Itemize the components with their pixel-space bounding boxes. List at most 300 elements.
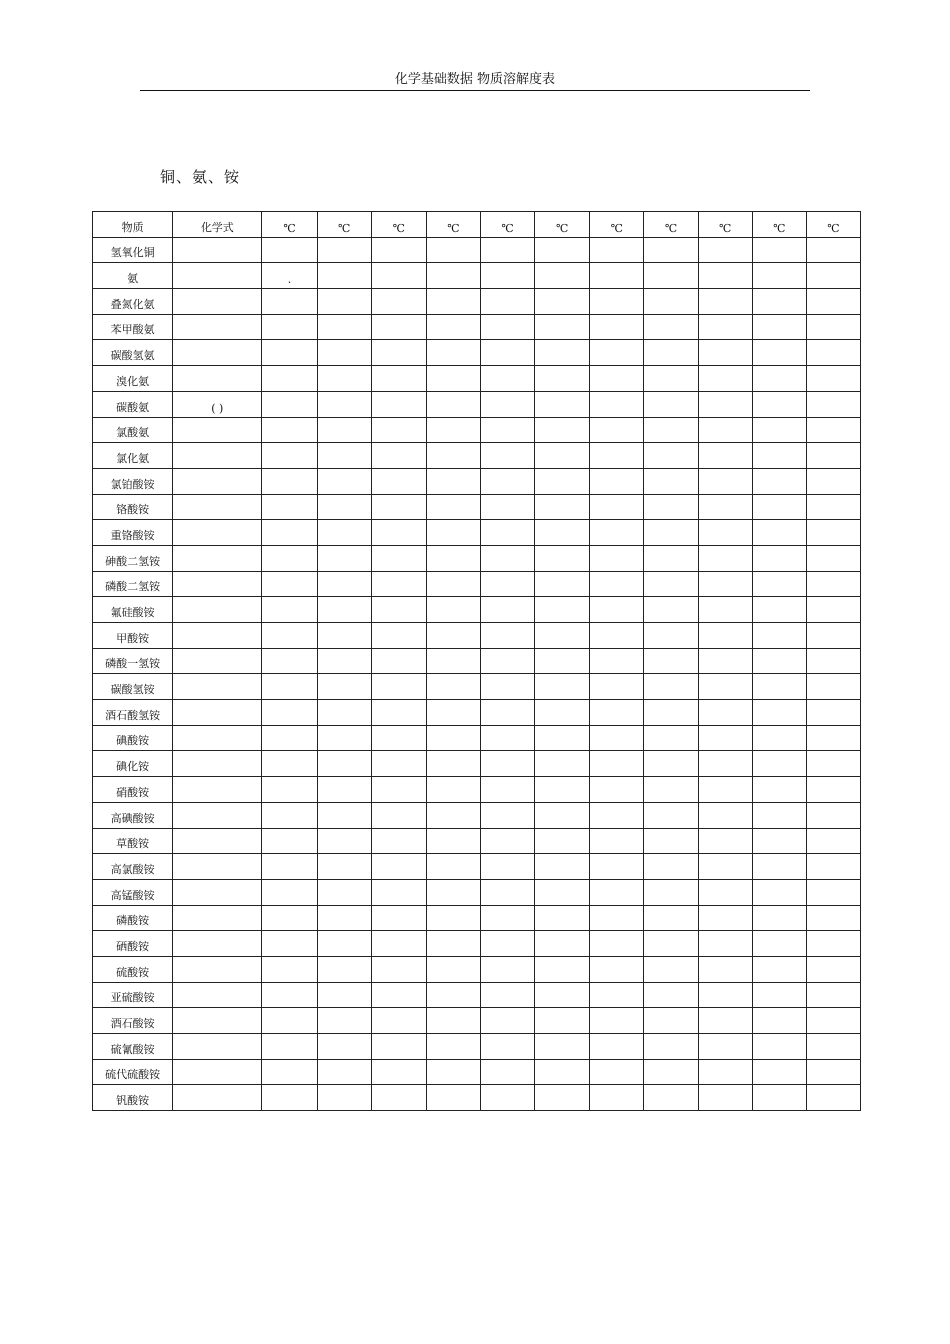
formula-cell: [173, 956, 262, 982]
substance-cell: 亚硫酸铵: [93, 982, 173, 1008]
column-header-formula: 化学式: [173, 212, 262, 238]
solubility-cell: [426, 494, 480, 520]
solubility-cell: [752, 751, 806, 777]
solubility-cell: [317, 494, 371, 520]
solubility-cell: [698, 751, 752, 777]
solubility-cell: [480, 237, 534, 263]
solubility-cell: [752, 674, 806, 700]
solubility-cell: [480, 802, 534, 828]
substance-cell: 碘化铵: [93, 751, 173, 777]
solubility-cell: [590, 982, 644, 1008]
solubility-cell: [371, 597, 426, 623]
solubility-cell: [644, 545, 698, 571]
solubility-cell: [590, 571, 644, 597]
substance-cell: 氢氧化铜: [93, 237, 173, 263]
solubility-cell: [480, 1008, 534, 1034]
solubility-cell: [262, 802, 317, 828]
solubility-cell: [590, 1034, 644, 1060]
substance-cell: 硒酸铵: [93, 931, 173, 957]
solubility-cell: [317, 777, 371, 803]
solubility-cell: [752, 366, 806, 392]
solubility-cell: [698, 931, 752, 957]
solubility-cell: [806, 597, 860, 623]
solubility-cell: [371, 545, 426, 571]
solubility-cell: [480, 700, 534, 726]
solubility-cell: [317, 571, 371, 597]
substance-cell: 碳酸氢铵: [93, 674, 173, 700]
solubility-cell: [426, 237, 480, 263]
formula-cell: [173, 777, 262, 803]
solubility-cell: [371, 314, 426, 340]
solubility-cell: [752, 956, 806, 982]
solubility-cell: [590, 828, 644, 854]
solubility-cell: [698, 494, 752, 520]
solubility-cell: [806, 828, 860, 854]
solubility-cell: [698, 700, 752, 726]
solubility-cell: [590, 289, 644, 315]
solubility-cell: [480, 340, 534, 366]
substance-cell: 硫代硫酸铵: [93, 1059, 173, 1085]
solubility-cell: [644, 1034, 698, 1060]
table-body: [93, 237, 861, 1110]
solubility-cell: [262, 443, 317, 469]
solubility-cell: [698, 725, 752, 751]
solubility-cell: [371, 931, 426, 957]
solubility-cell: [644, 905, 698, 931]
solubility-cell: [698, 879, 752, 905]
solubility-cell: [590, 494, 644, 520]
substance-cell: 高碘酸铵: [93, 802, 173, 828]
solubility-cell: [535, 571, 590, 597]
formula-cell: [173, 314, 262, 340]
solubility-cell: [752, 571, 806, 597]
solubility-cell: [262, 751, 317, 777]
solubility-cell: [317, 828, 371, 854]
solubility-cell: [752, 263, 806, 289]
solubility-cell: [644, 828, 698, 854]
solubility-cell: [480, 931, 534, 957]
formula-cell: [173, 1059, 262, 1085]
solubility-cell: [752, 648, 806, 674]
solubility-cell: [426, 1085, 480, 1111]
solubility-cell: [590, 1059, 644, 1085]
substance-cell: 氯铂酸铵: [93, 468, 173, 494]
solubility-cell: [590, 391, 644, 417]
solubility-cell: [698, 1059, 752, 1085]
solubility-cell: [752, 520, 806, 546]
solubility-cell: [644, 674, 698, 700]
table-row: [93, 597, 861, 623]
solubility-cell: [698, 545, 752, 571]
solubility-cell: [644, 623, 698, 649]
table-row: [93, 777, 861, 803]
solubility-cell: [317, 366, 371, 392]
solubility-cell: [698, 648, 752, 674]
solubility-cell: [426, 751, 480, 777]
solubility-cell: [644, 237, 698, 263]
solubility-cell: [698, 314, 752, 340]
solubility-cell: [480, 366, 534, 392]
solubility-cell: [371, 725, 426, 751]
substance-cell: 铬酸铵: [93, 494, 173, 520]
solubility-cell: [806, 520, 860, 546]
formula-cell: [173, 417, 262, 443]
solubility-cell: [644, 982, 698, 1008]
solubility-cell: [480, 879, 534, 905]
solubility-cell: [806, 443, 860, 469]
solubility-cell: [262, 340, 317, 366]
solubility-cell: [371, 879, 426, 905]
table-row: [93, 314, 861, 340]
solubility-cell: [262, 571, 317, 597]
solubility-cell: [426, 854, 480, 880]
solubility-cell: [262, 520, 317, 546]
column-header-temperature: ℃: [317, 212, 371, 238]
solubility-cell: [371, 700, 426, 726]
table-row: [93, 956, 861, 982]
solubility-cell: [590, 263, 644, 289]
solubility-cell: [262, 1059, 317, 1085]
solubility-cell: [426, 545, 480, 571]
solubility-cell: [317, 1008, 371, 1034]
solubility-cell: [644, 366, 698, 392]
solubility-cell: [752, 1085, 806, 1111]
solubility-cell: [535, 289, 590, 315]
solubility-cell: [698, 366, 752, 392]
solubility-cell: [590, 597, 644, 623]
solubility-cell: [644, 340, 698, 366]
solubility-cell: [590, 905, 644, 931]
solubility-cell: [644, 648, 698, 674]
solubility-cell: [752, 802, 806, 828]
solubility-cell: [262, 828, 317, 854]
solubility-cell: [371, 417, 426, 443]
solubility-cell: [371, 494, 426, 520]
solubility-cell: [806, 700, 860, 726]
solubility-cell: [535, 391, 590, 417]
solubility-cell: [480, 623, 534, 649]
substance-cell: 氯酸氨: [93, 417, 173, 443]
solubility-cell: [590, 237, 644, 263]
solubility-cell: [752, 314, 806, 340]
solubility-cell: [590, 777, 644, 803]
page-header: [140, 70, 810, 91]
column-header-temperature: ℃: [590, 212, 644, 238]
formula-cell: [173, 494, 262, 520]
solubility-cell: [698, 802, 752, 828]
solubility-cell: [698, 777, 752, 803]
solubility-cell: [535, 700, 590, 726]
solubility-cell: [590, 520, 644, 546]
solubility-cell: [644, 314, 698, 340]
solubility-cell: [752, 391, 806, 417]
table-row: [93, 623, 861, 649]
formula-cell: [173, 700, 262, 726]
substance-cell: 碳酸氢氨: [93, 340, 173, 366]
solubility-cell: [426, 956, 480, 982]
solubility-cell: [535, 674, 590, 700]
column-header-temperature: ℃: [698, 212, 752, 238]
solubility-cell: [262, 623, 317, 649]
solubility-cell: [752, 443, 806, 469]
formula-cell: [173, 623, 262, 649]
solubility-cell: [590, 417, 644, 443]
solubility-cell: [535, 725, 590, 751]
formula-cell: [173, 237, 262, 263]
solubility-cell: [698, 340, 752, 366]
solubility-cell: [317, 391, 371, 417]
solubility-cell: [535, 648, 590, 674]
solubility-cell: [535, 802, 590, 828]
solubility-cell: [480, 263, 534, 289]
solubility-cell: [426, 879, 480, 905]
solubility-cell: [317, 1034, 371, 1060]
formula-cell: [173, 443, 262, 469]
substance-cell: 磷酸一氢铵: [93, 648, 173, 674]
solubility-cell: [480, 545, 534, 571]
substance-cell: 氟硅酸铵: [93, 597, 173, 623]
solubility-cell: [262, 982, 317, 1008]
solubility-cell: [426, 263, 480, 289]
solubility-cell: [806, 623, 860, 649]
solubility-cell: [590, 1008, 644, 1034]
solubility-cell: [426, 289, 480, 315]
solubility-cell: [698, 1008, 752, 1034]
solubility-cell: [535, 1034, 590, 1060]
solubility-cell: [644, 854, 698, 880]
solubility-cell: [535, 777, 590, 803]
table-row: [93, 648, 861, 674]
table-row: [93, 494, 861, 520]
solubility-cell: [752, 1008, 806, 1034]
formula-cell: [173, 828, 262, 854]
solubility-cell: [480, 571, 534, 597]
solubility-cell: [317, 674, 371, 700]
solubility-cell: [590, 956, 644, 982]
solubility-cell: [371, 751, 426, 777]
solubility-cell: [698, 982, 752, 1008]
solubility-cell: [262, 597, 317, 623]
formula-cell: [173, 366, 262, 392]
solubility-cell: [752, 468, 806, 494]
solubility-cell: [535, 879, 590, 905]
solubility-cell: [371, 828, 426, 854]
solubility-cell: [590, 879, 644, 905]
solubility-cell: [806, 854, 860, 880]
solubility-cell: [262, 468, 317, 494]
solubility-cell: [698, 828, 752, 854]
solubility-cell: [317, 879, 371, 905]
solubility-cell: [698, 674, 752, 700]
table-header-row: [93, 212, 861, 238]
substance-cell: 溴化氨: [93, 366, 173, 392]
substance-cell: 硫酸铵: [93, 956, 173, 982]
solubility-cell: [644, 468, 698, 494]
substance-cell: 高氯酸铵: [93, 854, 173, 880]
solubility-cell: [262, 700, 317, 726]
table-row: [93, 571, 861, 597]
solubility-cell: [535, 905, 590, 931]
solubility-cell: [371, 391, 426, 417]
formula-cell: [173, 597, 262, 623]
solubility-cell: [480, 905, 534, 931]
solubility-cell: [426, 623, 480, 649]
solubility-cell: [806, 982, 860, 1008]
solubility-cell: [535, 597, 590, 623]
solubility-cell: [752, 905, 806, 931]
solubility-cell: [535, 340, 590, 366]
solubility-cell: [262, 237, 317, 263]
solubility-cell: [317, 1059, 371, 1085]
solubility-cell: [317, 417, 371, 443]
substance-cell: 叠氮化氨: [93, 289, 173, 315]
solubility-cell: [590, 700, 644, 726]
solubility-cell: [535, 494, 590, 520]
solubility-cell: [262, 391, 317, 417]
solubility-cell: [426, 1034, 480, 1060]
solubility-cell: [806, 391, 860, 417]
solubility-cell: [317, 263, 371, 289]
solubility-cell: [262, 725, 317, 751]
solubility-cell: [644, 391, 698, 417]
solubility-cell: [644, 263, 698, 289]
solubility-cell: [806, 263, 860, 289]
solubility-cell: [806, 879, 860, 905]
solubility-cell: [806, 956, 860, 982]
solubility-cell: [262, 417, 317, 443]
solubility-cell: [806, 802, 860, 828]
solubility-cell: [262, 905, 317, 931]
solubility-cell: [262, 777, 317, 803]
solubility-cell: [371, 1008, 426, 1034]
solubility-cell: [752, 417, 806, 443]
solubility-cell: [371, 443, 426, 469]
formula-cell: [173, 982, 262, 1008]
solubility-cell: [644, 571, 698, 597]
solubility-cell: [806, 545, 860, 571]
table-row: [93, 520, 861, 546]
solubility-cell: [752, 494, 806, 520]
solubility-cell: [262, 956, 317, 982]
solubility-cell: [317, 520, 371, 546]
solubility-cell: [590, 931, 644, 957]
solubility-cell: [535, 468, 590, 494]
solubility-cell: [317, 340, 371, 366]
section-title: 铜、氨、铵: [160, 168, 241, 186]
solubility-cell: [698, 417, 752, 443]
solubility-cell: [317, 700, 371, 726]
solubility-cell: [426, 1008, 480, 1034]
table-row: [93, 289, 861, 315]
substance-cell: 氨: [93, 263, 173, 289]
table-row: [93, 674, 861, 700]
column-header-temperature: ℃: [535, 212, 590, 238]
solubility-cell: [806, 1034, 860, 1060]
solubility-cell: [480, 751, 534, 777]
solubility-cell: [317, 725, 371, 751]
column-header-temperature: ℃: [806, 212, 860, 238]
solubility-cell: [371, 1059, 426, 1085]
table-row: [93, 443, 861, 469]
solubility-cell: [752, 854, 806, 880]
solubility-cell: [590, 854, 644, 880]
solubility-cell: [371, 956, 426, 982]
solubility-cell: [262, 674, 317, 700]
solubility-cell: [698, 237, 752, 263]
solubility-cell: [317, 956, 371, 982]
solubility-cell: [698, 905, 752, 931]
solubility-cell: [644, 494, 698, 520]
solubility-cell: [806, 1085, 860, 1111]
table-row: [93, 854, 861, 880]
solubility-cell: [535, 828, 590, 854]
table-row: [93, 391, 861, 417]
formula-cell: [173, 905, 262, 931]
solubility-cell: [480, 289, 534, 315]
solubility-cell: [426, 777, 480, 803]
solubility-cell: [644, 289, 698, 315]
solubility-cell: [535, 237, 590, 263]
solubility-cell: [590, 674, 644, 700]
solubility-cell: [644, 802, 698, 828]
solubility-cell: [806, 366, 860, 392]
solubility-cell: [752, 828, 806, 854]
table-row: [93, 1085, 861, 1111]
solubility-cell: [262, 289, 317, 315]
solubility-cell: [426, 366, 480, 392]
solubility-cell: [535, 956, 590, 982]
solubility-cell: [371, 263, 426, 289]
solubility-cell: [371, 468, 426, 494]
solubility-cell: [480, 956, 534, 982]
solubility-cell: [262, 1085, 317, 1111]
solubility-cell: [371, 802, 426, 828]
solubility-cell: [535, 1059, 590, 1085]
solubility-cell: [371, 854, 426, 880]
substance-cell: 酒石酸氢铵: [93, 700, 173, 726]
solubility-cell: [317, 545, 371, 571]
formula-cell: [173, 931, 262, 957]
solubility-cell: [480, 468, 534, 494]
solubility-cell: [535, 751, 590, 777]
substance-cell: 氯化氨: [93, 443, 173, 469]
solubility-cell: [644, 879, 698, 905]
solubility-cell: [262, 1008, 317, 1034]
solubility-cell: [644, 1059, 698, 1085]
solubility-cell: [806, 648, 860, 674]
solubility-cell: [590, 751, 644, 777]
solubility-cell: [371, 289, 426, 315]
solubility-cell: [426, 520, 480, 546]
solubility-cell: [426, 391, 480, 417]
solubility-cell: [426, 648, 480, 674]
solubility-cell: [806, 468, 860, 494]
formula-cell: [173, 879, 262, 905]
solubility-cell: [752, 777, 806, 803]
solubility-cell: [480, 674, 534, 700]
solubility-cell: [806, 237, 860, 263]
formula-cell: [173, 751, 262, 777]
formula-cell: [173, 520, 262, 546]
solubility-cell: [698, 520, 752, 546]
solubility-cell: [480, 443, 534, 469]
formula-cell: [173, 648, 262, 674]
solubility-cell: [752, 289, 806, 315]
column-header-temperature: ℃: [752, 212, 806, 238]
solubility-cell: [262, 314, 317, 340]
solubility-cell: [426, 468, 480, 494]
solubility-cell: [371, 520, 426, 546]
